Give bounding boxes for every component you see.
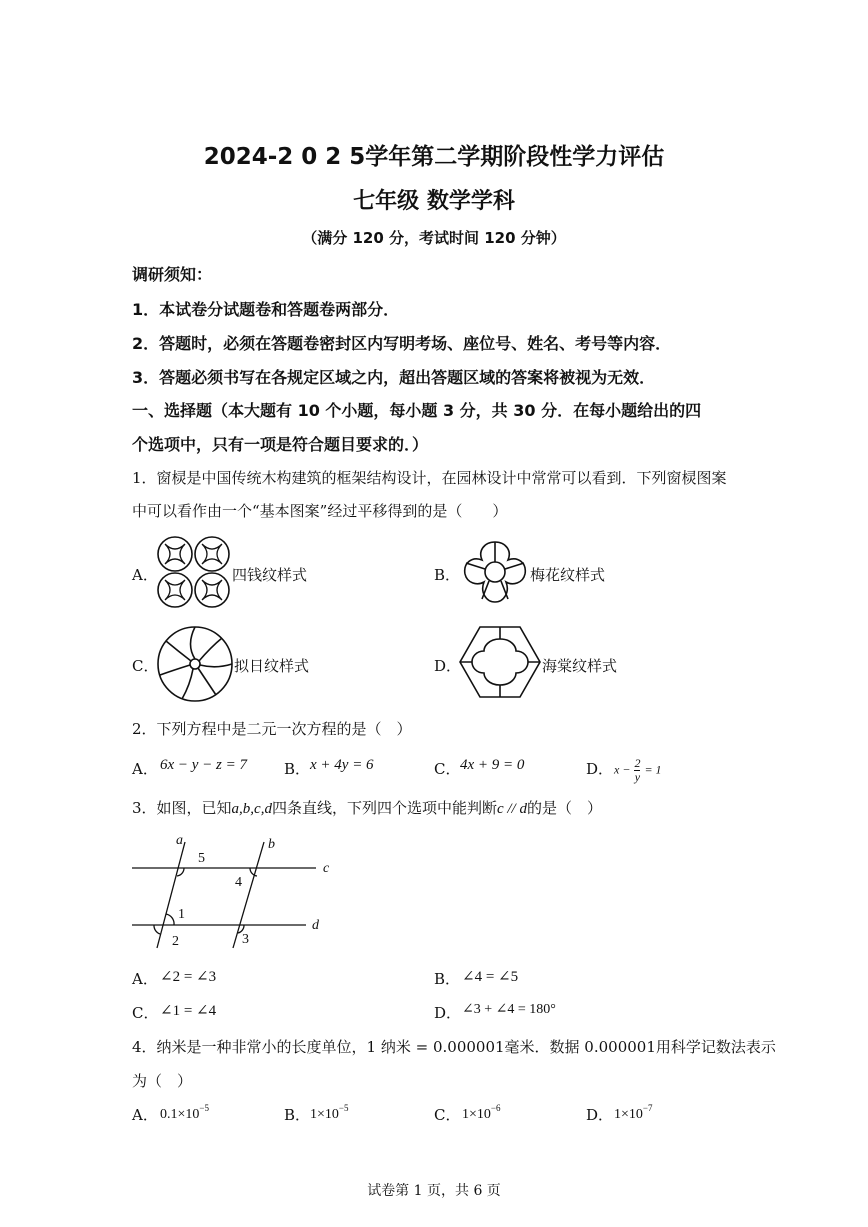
sun-pattern-figure [156, 625, 234, 703]
instructions-heading: 调研须知： [132, 265, 213, 284]
page-footer: 试卷第 1 页，共 6 页 [367, 1183, 501, 1199]
option-expression: x − $\frac{2}{y}$ = 1 [614, 756, 662, 784]
label-angle-1: 1 [178, 907, 185, 922]
angle-2-arc [154, 925, 160, 934]
page-subtitle: 七年级 数学学科 [353, 189, 515, 214]
option-letter: B． [434, 970, 461, 988]
option-letter: D． [586, 760, 614, 778]
label-angle-2: 2 [172, 934, 179, 949]
option-expression: $1\times 10^{-5}$ [310, 1103, 349, 1122]
label-angle-3: 3 [242, 932, 249, 947]
option-letter: A． [132, 970, 158, 988]
option-letter: A． [132, 566, 158, 584]
line-a [157, 842, 185, 948]
option-expression: ∠3 + ∠4 = 180° [462, 1002, 556, 1017]
section-heading-cont: 个选项中，只有一项是符合题目要求的．） [132, 435, 429, 454]
option-expression: ∠4 = ∠5 [462, 969, 519, 985]
option-letter: C． [132, 657, 159, 675]
plum-blossom-pattern-figure [460, 537, 530, 607]
instruction-item: 2．答题时，必须在答题卷密封区内写明考场、座位号、姓名、考号等内容． [132, 334, 672, 353]
option-letter: A． [132, 760, 158, 778]
four-coins-pattern-figure [156, 535, 232, 609]
question-4-stem-cont: 为（ ） [132, 1072, 193, 1090]
option-label: 梅花纹样式 [530, 566, 606, 584]
option-letter: B． [284, 1106, 311, 1124]
instruction-item: 3．答题必须书写在各规定区域之内，超出答题区域的答案将被视为无效． [132, 368, 656, 387]
option-label: 海棠纹样式 [542, 657, 618, 675]
label-c: c [323, 861, 330, 876]
label-angle-5: 5 [198, 851, 205, 866]
option-label: 四钱纹样式 [232, 566, 308, 584]
option-expression: ∠2 = ∠3 [160, 969, 217, 985]
option-letter: C． [434, 760, 461, 778]
option-expression: x + 4y = 6 [310, 757, 374, 773]
option-expression: $1\times 10^{-6}$ [462, 1103, 501, 1122]
label-b: b [268, 837, 275, 852]
question-4-stem: 4．纳米是一种非常小的长度单位，1 纳米 = 0.000001毫米．数据 0.000001用科学记数法表示 [132, 1038, 776, 1056]
label-d: d [312, 918, 319, 933]
option-expression: $0.1\times 10^{-5}$ [160, 1103, 209, 1122]
option-expression: 4x + 9 = 0 [460, 757, 525, 773]
label-angle-4: 4 [235, 875, 242, 890]
option-expression: 6x − y − z = 7 [160, 757, 248, 773]
exam-note: （满分 120 分，考试时间 120 分钟） [302, 229, 566, 247]
option-letter: C． [132, 1004, 159, 1022]
label-a: a [176, 833, 183, 848]
crabapple-pattern-figure [458, 625, 542, 699]
question-3-stem: 3．如图，已知a,b,c,d四条直线，下列四个选项中能判断c // d的是（ ） [132, 799, 602, 817]
option-letter: B． [434, 566, 461, 584]
option-letter: A． [132, 1106, 158, 1124]
option-label: 拟日纹样式 [234, 657, 310, 675]
option-letter: D． [586, 1106, 614, 1124]
section-heading: 一、选择题（本大题有 10 个小题，每小题 3 分，共 30 分．在每小题给出的四 [132, 401, 702, 420]
parallel-lines-figure [128, 828, 348, 952]
angle-1-arc [166, 914, 174, 925]
question-2-stem: 2．下列方程中是二元一次方程的是（ ） [132, 720, 412, 738]
option-letter: C． [434, 1106, 461, 1124]
page-title: 2024-2 0 2 5学年第二学期阶段性学力评估 [203, 144, 665, 170]
option-expression: ∠1 = ∠4 [160, 1003, 217, 1019]
option-letter: D． [434, 1004, 462, 1022]
option-letter: D． [434, 657, 462, 675]
instruction-item: 1．本试卷分试题卷和答题卷两部分． [132, 300, 400, 319]
question-1-stem-cont: 中可以看作由一个“基本图案”经过平移得到的是（ ） [132, 502, 508, 520]
option-letter: B． [284, 760, 311, 778]
question-1-stem: 1．窗棂是中国传统木构建筑的框架结构设计，在园林设计中常常可以看到．下列窗棂图案 [132, 469, 727, 487]
option-expression: $1\times 10^{-7}$ [614, 1103, 653, 1122]
